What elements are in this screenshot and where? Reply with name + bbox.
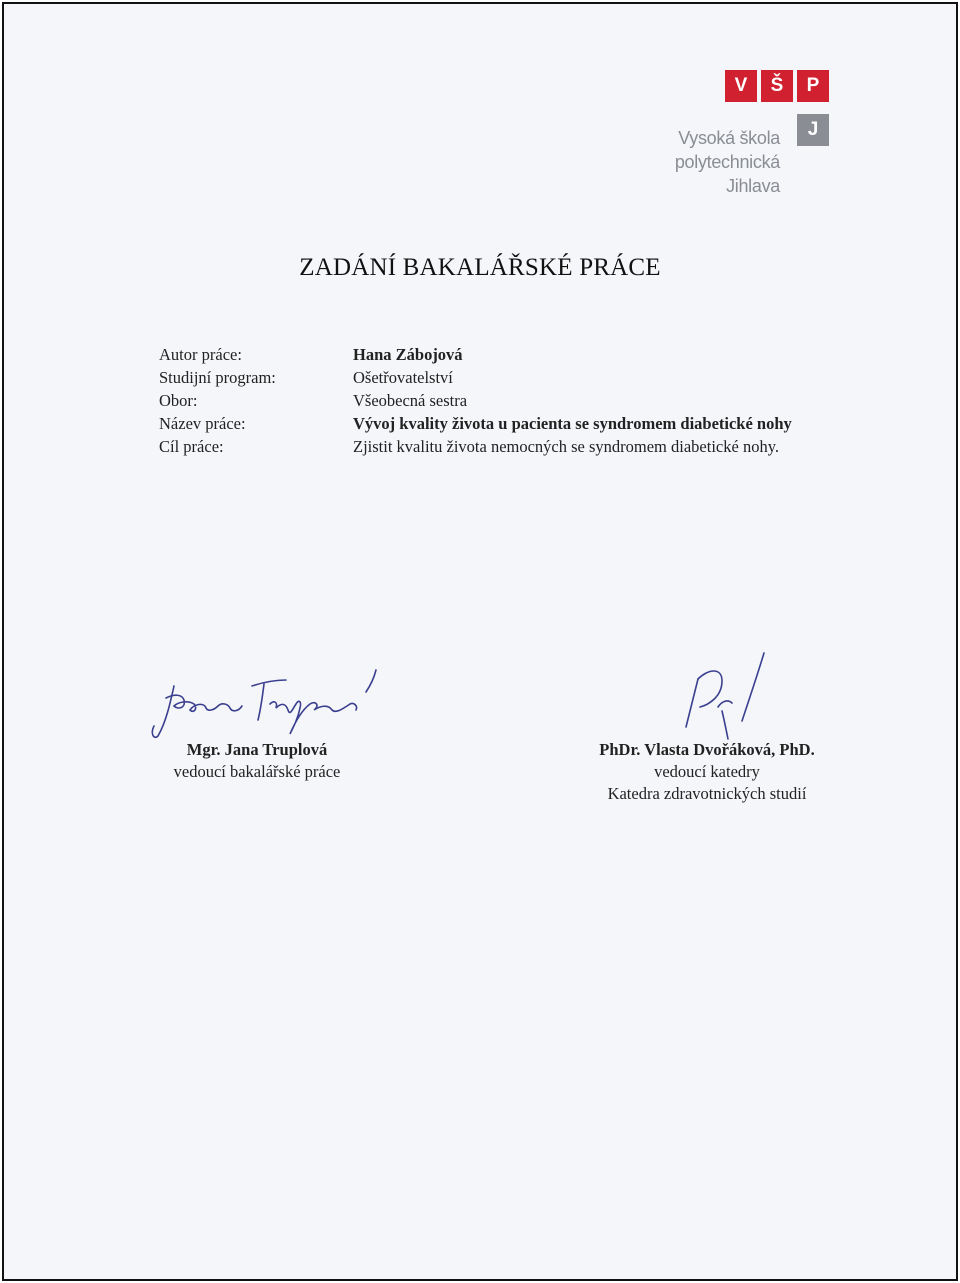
supervisor-role: vedoucí bakalářské práce	[173, 762, 341, 781]
field-labels	[159, 343, 276, 458]
logo-name-line-2: polytechnická	[674, 152, 780, 172]
value-field: Všeobecná sestra	[353, 391, 468, 410]
value-thesis-goal: Zjistit kvalitu života nemocných se syndromem diabetické nohy.	[353, 437, 779, 456]
signature-block-head-of-department	[562, 739, 852, 805]
label-field: Obor:	[159, 391, 198, 410]
label-thesis-title: Název práce:	[159, 414, 246, 433]
logo-letter-s: Š	[761, 70, 793, 102]
value-thesis-title: Vývoj kvality života u pacienta se syndromem diabetické nohy	[353, 414, 792, 433]
document-title: ZADÁNÍ BAKALÁŘSKÉ PRÁCE	[299, 254, 661, 281]
supervisor-name: Mgr. Jana Truplová	[186, 740, 328, 759]
logo-letter-v: V	[725, 70, 757, 102]
logo-letter-p: P	[797, 70, 829, 102]
field-values	[353, 343, 792, 458]
signature-left-image	[144, 664, 394, 744]
value-study-program: Ošetřovatelství	[353, 368, 453, 387]
logo-letter-j: J	[797, 114, 829, 146]
logo-name-line-1: Vysoká škola	[678, 128, 780, 148]
signature-right-image	[664, 649, 784, 744]
head-role: vedoucí katedry	[654, 762, 760, 781]
head-name: PhDr. Vlasta Dvořáková, PhD.	[599, 740, 815, 759]
signature-block-supervisor	[122, 739, 392, 783]
label-thesis-goal: Cíl práce:	[159, 437, 224, 456]
value-author: Hana Zábojová	[353, 345, 463, 364]
label-study-program: Studijní program:	[159, 368, 276, 387]
logo-name-line-3: Jihlava	[726, 176, 780, 196]
logo-school-name	[675, 126, 780, 198]
document-page	[2, 2, 958, 1281]
department-name: Katedra zdravotnických studií	[607, 784, 807, 803]
label-author: Autor práce:	[159, 345, 242, 364]
